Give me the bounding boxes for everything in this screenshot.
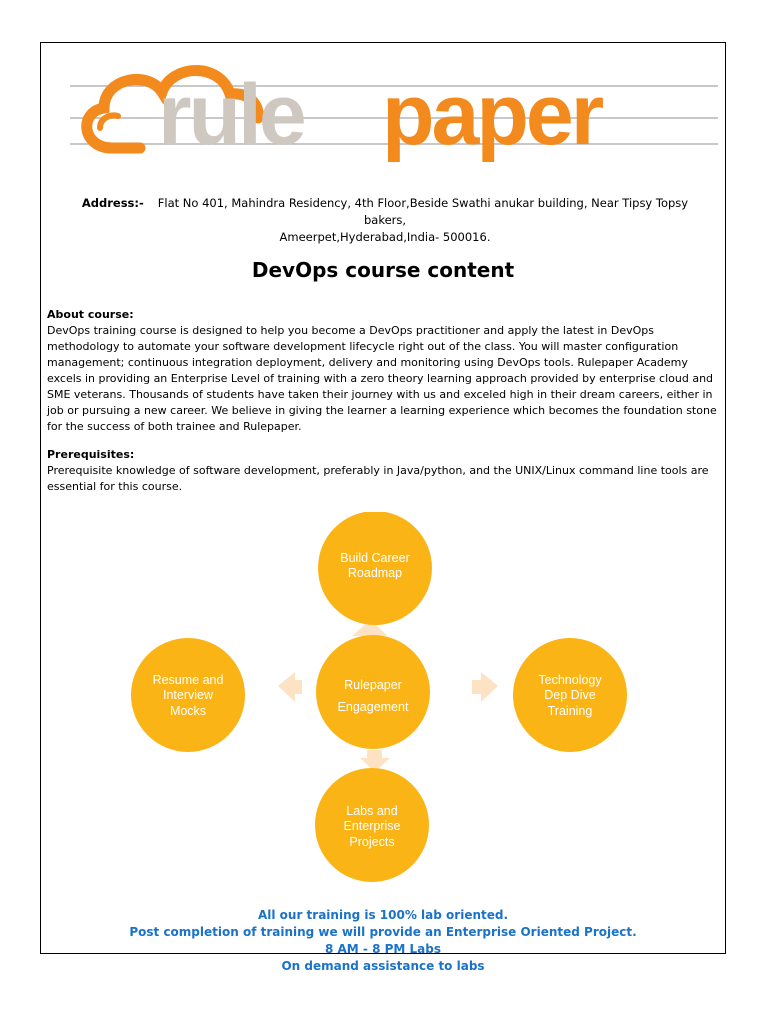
top-label-1: Build Career <box>340 551 410 565</box>
circle-rulepaper-engagement <box>316 635 430 749</box>
about-body: DevOps training course is designed to help you become a DevOps practitioner and apply the latest in DevOps methodology to automate your software development lifecycle right out of the class. You will master configuration management; continuous integration deployment, delivery and monitoring using DevOps tools. Rulepaper Academy excels in providing an Enterprise Level of training with a zero theory learning approach provided by enterprise cloud and SME veterans. Thousands of students have taken their journey with us and exceled high in their dream careers, either in job or pursuing a new career. We believe in giving the learner a learning experience which becomes the foundation stone for the success of both trainee and Rulepaper. <box>47 324 717 433</box>
logo-text-rule: rule <box>158 67 304 163</box>
prerequisites-heading: Prerequisites: <box>47 448 135 461</box>
footer-notes <box>40 907 726 975</box>
address-block <box>60 195 710 246</box>
footer-line-2: Post completion of training we will provide an Enterprise Oriented Project. <box>129 925 637 939</box>
footer-line-3: 8 AM - 8 PM Labs <box>324 942 441 956</box>
arrow-right-icon <box>472 672 498 702</box>
logo-text-paper: paper <box>382 67 602 163</box>
right-label-3: Training <box>547 704 593 718</box>
bottom-label-1: Labs and <box>346 804 398 818</box>
footer-line-4: On demand assistance to labs <box>281 959 485 973</box>
address-label: Address:- <box>81 196 144 210</box>
prerequisites-body: Prerequisite knowledge of software development, preferably in Java/python, and the UNIX/Linux command line tools are essential for this course. <box>47 464 709 493</box>
center-label-1: Rulepaper <box>344 678 402 692</box>
right-label-2: Dep Dive <box>544 688 596 702</box>
bottom-label-3: Projects <box>349 835 395 849</box>
about-heading: About course: <box>47 308 134 321</box>
right-label-1: Technology <box>538 673 602 687</box>
address-line-2: Ameerpet,Hyderabad,India- 500016. <box>279 230 491 244</box>
footer-line-1: All our training is 100% lab oriented. <box>257 908 509 922</box>
top-label-2: Roadmap <box>347 566 403 580</box>
rulepaper-logo <box>70 56 718 174</box>
prerequisites-section <box>47 447 722 495</box>
bottom-label-2: Enterprise <box>343 819 401 833</box>
page-title: DevOps course content <box>251 258 515 282</box>
engagement-diagram <box>110 512 670 882</box>
about-section <box>47 307 722 435</box>
left-label-1: Resume and <box>152 673 224 687</box>
address-line-1: Flat No 401, Mahindra Residency, 4th Floor,Beside Swathi anukar building, Near Tipsy Topsy bakers, <box>157 196 689 227</box>
left-label-3: Mocks <box>169 704 207 718</box>
center-label-2: Engagement <box>337 700 409 714</box>
left-label-2: Interview <box>162 688 214 702</box>
arrow-left-icon <box>278 672 302 702</box>
